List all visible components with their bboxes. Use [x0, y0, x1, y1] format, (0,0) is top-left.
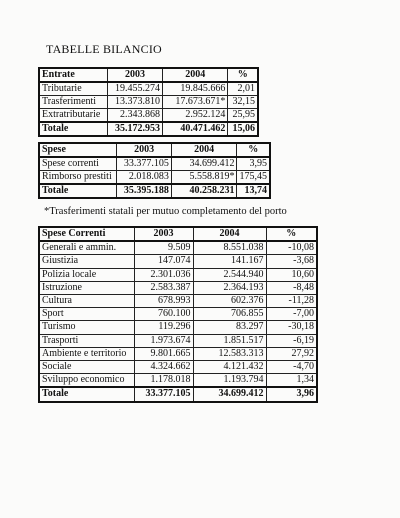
- table-row: [39, 241, 317, 255]
- value-percent: 3,96: [266, 387, 317, 401]
- row-label: Generali e ammin.: [39, 241, 134, 255]
- table-row: [39, 361, 317, 374]
- value-2003: 33.377.105: [117, 157, 172, 171]
- column-header: %: [237, 143, 270, 157]
- row-label: Polizia locale: [39, 268, 134, 281]
- value-percent: 175,45: [237, 171, 270, 185]
- value-2003: 119.296: [134, 321, 193, 334]
- value-2003: 4.324.662: [134, 361, 193, 374]
- row-label: Turismo: [39, 321, 134, 334]
- row-label: Istruzione: [39, 281, 134, 294]
- column-header: %: [266, 227, 317, 241]
- column-header: 2003: [117, 143, 172, 157]
- column-header: 2003: [134, 227, 193, 241]
- entrate-table: [38, 67, 259, 137]
- row-label: Extratributarie: [39, 109, 108, 123]
- value-2004: 34.699.412: [193, 387, 266, 401]
- value-2003: 2.343.868: [108, 109, 163, 123]
- value-percent: -10,08: [266, 241, 317, 255]
- value-percent: -7,00: [266, 308, 317, 321]
- value-2003: 2.583.387: [134, 281, 193, 294]
- value-percent: 32,15: [228, 96, 258, 109]
- value-percent: 13,74: [237, 184, 270, 198]
- value-2004: 5.558.819*: [171, 171, 237, 185]
- table-row: [39, 96, 258, 109]
- value-2004: 4.121.432: [193, 361, 266, 374]
- table-row: [39, 109, 258, 123]
- value-2004: 83.297: [193, 321, 266, 334]
- total-row: [39, 184, 270, 198]
- table-row: [39, 171, 270, 185]
- value-percent: 2,01: [228, 82, 258, 96]
- value-2003: 678.993: [134, 295, 193, 308]
- value-2004: 141.167: [193, 255, 266, 268]
- table-row: [39, 255, 317, 268]
- row-label: Sviluppo economico: [39, 374, 134, 388]
- row-label: Tributarie: [39, 82, 108, 96]
- table-row: [39, 157, 270, 171]
- row-label: Sociale: [39, 361, 134, 374]
- value-2003: 19.455.274: [108, 82, 163, 96]
- table-row: [39, 281, 317, 294]
- table-row: [39, 82, 258, 96]
- row-label: Totale: [39, 184, 117, 198]
- value-2003: 9.801.665: [134, 347, 193, 360]
- value-2004: 19.845.666: [163, 82, 228, 96]
- table-row: [39, 334, 317, 347]
- value-2003: 33.377.105: [134, 387, 193, 401]
- value-2003: 760.100: [134, 308, 193, 321]
- value-2004: 34.699.412: [171, 157, 237, 171]
- row-label: Rimborso prestiti: [39, 171, 117, 185]
- value-2003: 35.395.188: [117, 184, 172, 198]
- value-2004: 40.471.462: [163, 122, 228, 136]
- value-2004: 706.855: [193, 308, 266, 321]
- row-label: Totale: [39, 122, 108, 136]
- value-2004: 602.376: [193, 295, 266, 308]
- value-2004: 8.551.038: [193, 241, 266, 255]
- row-label: Trasporti: [39, 334, 134, 347]
- value-percent: 1,34: [266, 374, 317, 388]
- value-percent: -11,28: [266, 295, 317, 308]
- value-2003: 2.018.083: [117, 171, 172, 185]
- column-header: 2004: [193, 227, 266, 241]
- value-percent: 3,95: [237, 157, 270, 171]
- value-percent: 25,95: [228, 109, 258, 123]
- row-label: Cultura: [39, 295, 134, 308]
- table-row: [39, 347, 317, 360]
- value-2003: 2.301.036: [134, 268, 193, 281]
- row-label: Totale: [39, 387, 134, 401]
- value-2004: 17.673.671*: [163, 96, 228, 109]
- table-row: [39, 268, 317, 281]
- column-header: Entrate: [39, 68, 108, 82]
- value-2004: 2.952.124: [163, 109, 228, 123]
- value-2004: 1.193.794: [193, 374, 266, 388]
- table-row: [39, 308, 317, 321]
- row-label: Trasferimenti: [39, 96, 108, 109]
- column-header: Spese: [39, 143, 117, 157]
- value-percent: -6,19: [266, 334, 317, 347]
- value-percent: -3,68: [266, 255, 317, 268]
- value-2004: 12.583.313: [193, 347, 266, 360]
- total-row: [39, 387, 317, 401]
- value-2003: 1.973.674: [134, 334, 193, 347]
- value-percent: 27,92: [266, 347, 317, 360]
- column-header: 2004: [171, 143, 237, 157]
- row-label: Giustizia: [39, 255, 134, 268]
- value-percent: 10,60: [266, 268, 317, 281]
- value-percent: 15,06: [228, 122, 258, 136]
- table-header-row: [39, 143, 270, 157]
- value-percent: -30,18: [266, 321, 317, 334]
- total-row: [39, 122, 258, 136]
- page-title: TABELLE BILANCIO: [46, 42, 162, 56]
- column-header: 2003: [108, 68, 163, 82]
- table-row: [39, 295, 317, 308]
- value-2003: 13.373.810: [108, 96, 163, 109]
- row-label: Spese correnti: [39, 157, 117, 171]
- spese-correnti-table: [38, 226, 318, 403]
- value-percent: -4,70: [266, 361, 317, 374]
- value-2003: 1.178.018: [134, 374, 193, 388]
- spese-table: [38, 142, 271, 199]
- column-header: 2004: [163, 68, 228, 82]
- table-header-row: [39, 68, 258, 82]
- table-header-row: [39, 227, 317, 241]
- value-2004: 1.851.517: [193, 334, 266, 347]
- value-2004: 2.544.940: [193, 268, 266, 281]
- column-header: Spese Correnti: [39, 227, 134, 241]
- value-2004: 2.364.193: [193, 281, 266, 294]
- column-header: %: [228, 68, 258, 82]
- footnote: *Trasferimenti statali per mutuo completamento del porto: [44, 206, 287, 217]
- table-row: [39, 374, 317, 388]
- value-2003: 9.509: [134, 241, 193, 255]
- value-2004: 40.258.231: [171, 184, 237, 198]
- row-label: Sport: [39, 308, 134, 321]
- value-2003: 35.172.953: [108, 122, 163, 136]
- row-label: Ambiente e territorio: [39, 347, 134, 360]
- value-2003: 147.074: [134, 255, 193, 268]
- value-percent: -8,48: [266, 281, 317, 294]
- table-row: [39, 321, 317, 334]
